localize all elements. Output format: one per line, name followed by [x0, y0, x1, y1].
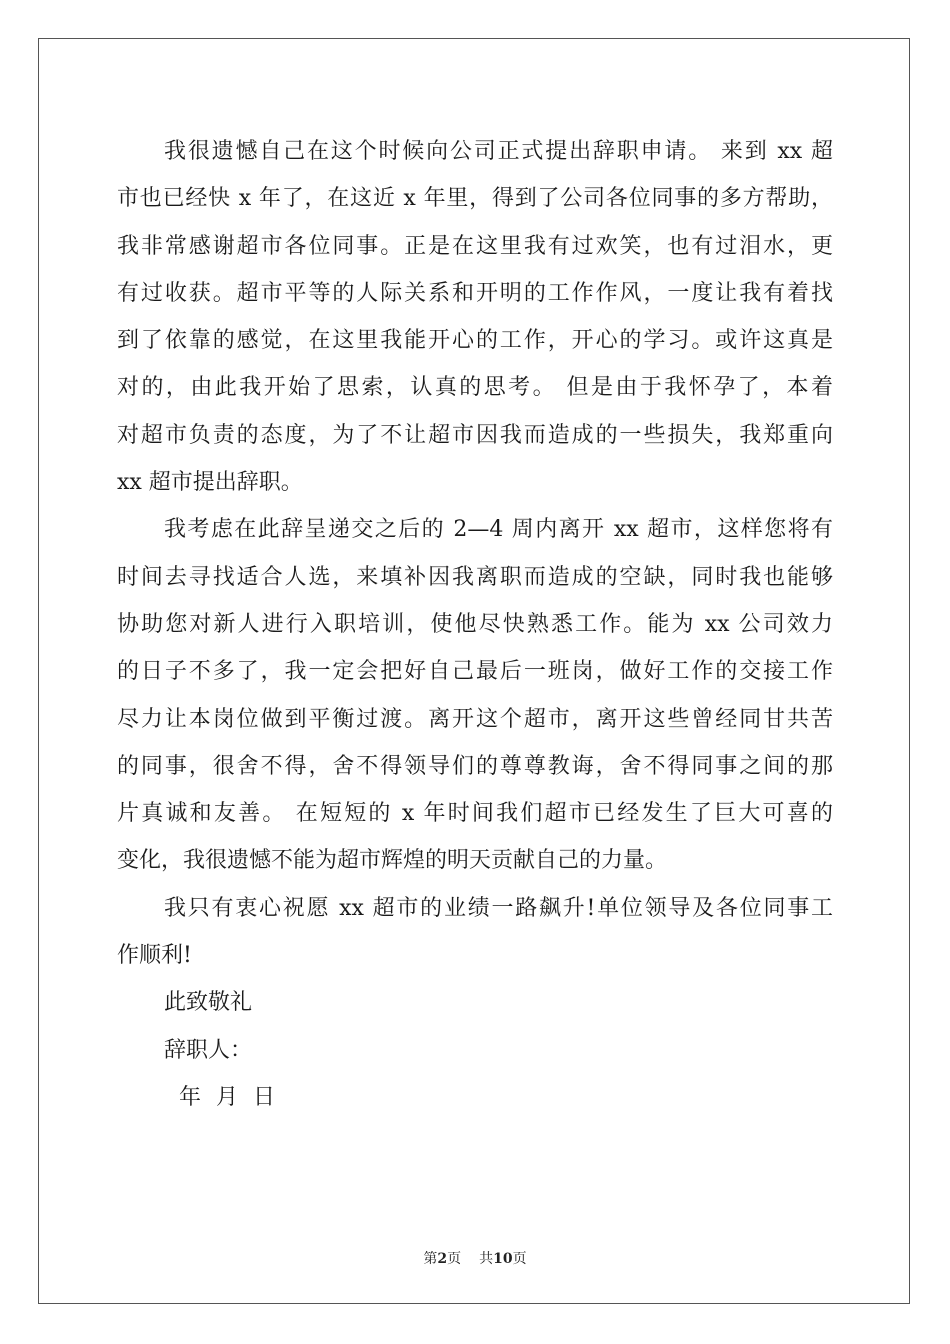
paragraph-line: 有过收获。超市平等的人际关系和开明的工作作风，一度让我有着找 — [117, 280, 833, 306]
paragraph-line: 时间去寻找适合人选，来填补因我离职而造成的空缺，同时我也能够 — [117, 564, 833, 590]
paragraph-line: 尽力让本岗位做到平衡过渡。离开这个超市，离开这些曾经同甘共苦 — [117, 706, 833, 732]
page-total: 10 — [493, 1251, 513, 1267]
paragraph-line: 变化，我很遗憾不能为超市辉煌的明天贡献自己的力量。 — [117, 848, 668, 874]
letter-body — [117, 128, 833, 1121]
paragraph-line: 的同事，很舍不得，舍不得领导们的尊尊教诲，舍不得同事之间的那 — [117, 753, 833, 779]
date-line: 年 月 日 — [179, 1084, 275, 1110]
paragraph-line: 协助您对新人进行入职培训，使他尽快熟悉工作。能为 xx 公司效力 — [117, 611, 833, 637]
paragraph-line: 对的，由此我开始了思索，认真的思考。 但是由于我怀孕了，本着 — [117, 375, 833, 401]
paragraph-line: 我考虑在此辞呈递交之后的 2—4 周内离开 xx 超市，这样您将有 — [164, 517, 833, 543]
signer-label: 辞职人： — [164, 1037, 253, 1063]
paragraph-line: xx 超市提出辞职。 — [117, 470, 303, 496]
paragraph-line: 到了依靠的感觉，在这里我能开心的工作，开心的学习。或许这真是 — [117, 328, 833, 354]
paragraph-line: 的日子不多了，我一定会把好自己最后一班岗，做好工作的交接工作 — [117, 659, 833, 685]
total-prefix: 共 — [479, 1251, 494, 1267]
page-current: 2 — [437, 1251, 448, 1267]
total-suffix: 页 — [512, 1251, 527, 1267]
page-prefix: 第 — [423, 1251, 438, 1267]
page-footer — [0, 1248, 950, 1268]
paragraph-line: 作顺利! — [117, 943, 192, 969]
paragraph-line: 对超市负责的态度，为了不让超市因我而造成的一些损失，我郑重向 — [117, 422, 833, 448]
closing-salutation: 此致敬礼 — [164, 990, 253, 1016]
paragraph-line: 片真诚和友善。 在短短的 x 年时间我们超市已经发生了巨大可喜的 — [117, 801, 833, 827]
paragraph-line: 我非常感谢超市各位同事。正是在这里我有过欢笑，也有过泪水，更 — [117, 233, 833, 259]
paragraph-line: 我很遗憾自己在这个时候向公司正式提出辞职申请。 来到 xx 超 — [164, 139, 833, 164]
paragraph-line: 我只有衷心祝愿 xx 超市的业绩一路飙升!单位领导及各位同事工 — [164, 895, 833, 921]
paragraph-line: 市也已经快 x 年了，在这近 x 年里，得到了公司各位同事的多方帮助， — [117, 186, 833, 212]
page-suffix: 页 — [447, 1251, 462, 1267]
